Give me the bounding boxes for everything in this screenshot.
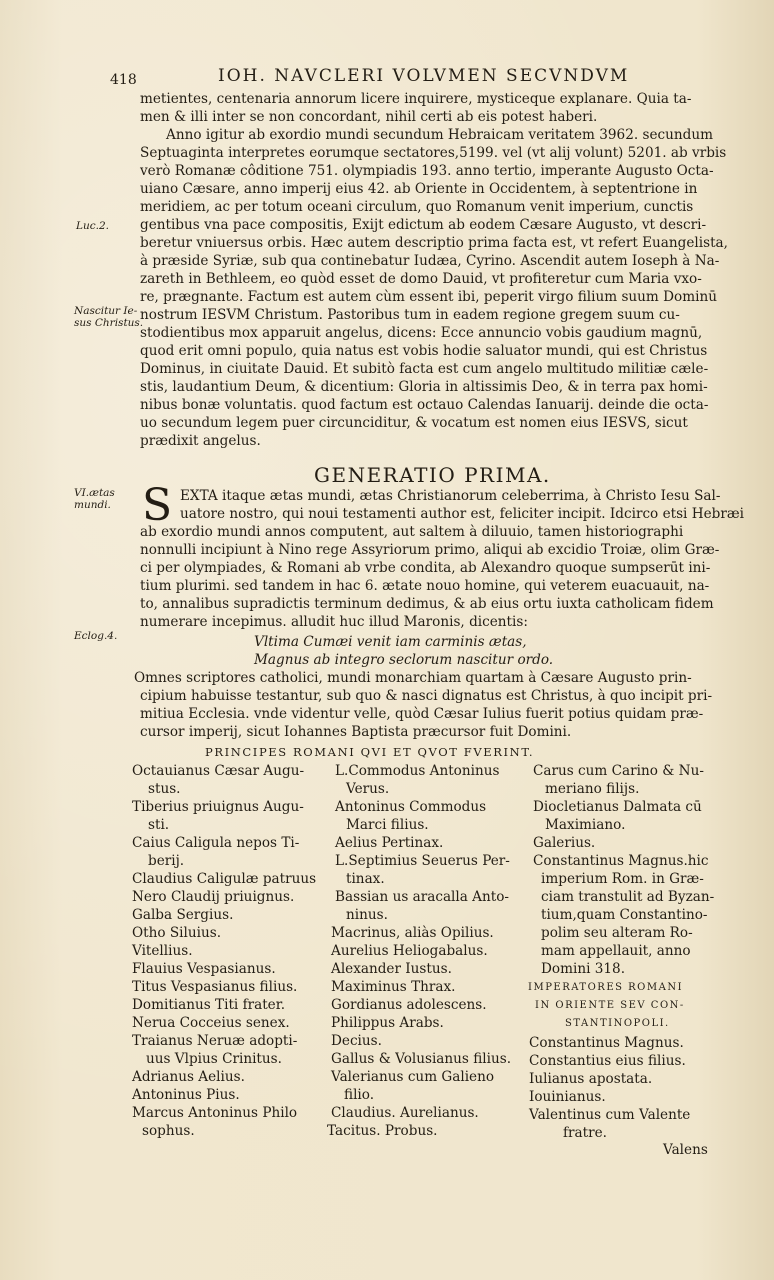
list-item: L.Septimius Seuerus Per-: [335, 853, 510, 869]
list-item: Titus Vespasianus filius.: [132, 979, 298, 995]
list-item: Vitellius.: [132, 943, 193, 959]
text-line: quod erit omni populo, quia natus est vobis hodie saluator mundi, qui est Christus: [140, 343, 708, 359]
list-item: tinax.: [346, 871, 385, 887]
verse-line: Magnus ab integro seclorum nascitur ordo.: [254, 652, 554, 668]
margin-note-nascitur-2: sus Christus.: [74, 317, 144, 329]
list-item: Galba Sergius.: [132, 907, 234, 923]
list-item: Marcus Antoninus Philo: [132, 1105, 298, 1121]
list-item: Otho Siluius.: [132, 925, 222, 941]
text-line: stis, laudantium Deum, & dicentium: Gloria in altissimis Deo, & in terra pax homi-: [140, 379, 708, 395]
list-item: Octauianus Cæsar Augu-: [132, 763, 305, 779]
list-item: Bassian us aracalla Anto-: [335, 889, 509, 905]
text-line: Omnes scriptores catholici, mundi monarchiam quartam à Cæsare Augusto prin-: [134, 670, 692, 686]
list-item: ciam transtulit ad Byzan-: [541, 889, 715, 905]
text-line: beretur vniuersus orbis. Hæc autem descriptio prima facta est, vt refert Euangelista,: [140, 235, 728, 251]
text-line: cipium habuisse testantur, sub quo & nasci dignatus est Christus, à quo incipit pri-: [140, 688, 713, 704]
list-item: Constantinus Magnus.hic: [533, 853, 709, 869]
list-item: Nerua Cocceius senex.: [132, 1015, 290, 1031]
sub-heading: IMPERATORES ROMANI: [528, 982, 684, 993]
list-item: Alexander Iustus.: [331, 961, 452, 977]
text-line: nibus bonæ voluntatis. quod factum est octauo Calendas Ianuarij. deinde die octa-: [140, 397, 709, 413]
list-item: ninus.: [346, 907, 388, 923]
list-item: meriano filijs.: [545, 781, 640, 797]
text-line: re, prægnante. Factum est autem cùm essent ibi, peperit virgo filium suum Dominū: [140, 289, 717, 305]
margin-note-nascitur: Nascitur Ie-: [74, 305, 138, 317]
text-line: verò Romanæ côditione 751. olympiadis 193. anno tertio, imperante Augusto Octa-: [140, 163, 714, 179]
list-item: Domitianus Titi frater.: [132, 997, 286, 1013]
list-item: Aurelius Heliogabalus.: [331, 943, 488, 959]
list-item: Gallus & Volusianus filius.: [331, 1051, 512, 1067]
margin-note-luc: Luc.2.: [76, 220, 109, 232]
text-line: Dominus, in ciuitate Dauid. Et subitò facta est cum angelo multitudo militiæ cæle-: [140, 361, 709, 377]
list-item: Antoninus Commodus: [335, 799, 487, 815]
list-item: Marci filius.: [346, 817, 429, 833]
text-line: to, annalibus supradictis terminum dedimus, & ab eius ortu iuxta catholicam fidem: [140, 596, 714, 612]
list-item: tium,quam Constantino-: [541, 907, 708, 923]
list-item: Caius Caligula nepos Ti-: [132, 835, 300, 851]
text-line: mitiua Ecclesia. vnde videntur velle, quòd Cæsar Iulius fuerit potius quidam præ-: [140, 706, 704, 722]
text-line: uiano Cæsare, anno imperij eius 42. ab Oriente in Occidentem, à septentrione in: [140, 181, 698, 197]
list-item: Constantius eius filius.: [529, 1053, 686, 1069]
text-line: Septuaginta interpretes eorumque sectatores,5199. vel (vt alij volunt) 5201. ab vrbis: [140, 145, 727, 161]
list-item: imperium Rom. in Græ-: [541, 871, 704, 887]
drop-capital: S: [142, 480, 173, 531]
text-line: stodientibus mox apparuit angelus, dicens: Ecce annuncio vobis gaudium magnū,: [140, 325, 703, 341]
list-item: Aelius Pertinax.: [335, 835, 444, 851]
list-item: Carus cum Carino & Nu-: [533, 763, 704, 779]
list-item: Tacitus. Probus.: [327, 1123, 438, 1139]
text-line: ab exordio mundi annos computent, aut saltem à diluuio, tamen historiographi: [140, 524, 684, 540]
list-item: Galerius.: [533, 835, 596, 851]
list-item: Claudius. Aurelianus.: [331, 1105, 479, 1121]
margin-note-eclog: Eclog.4.: [74, 630, 118, 642]
list-item: sophus.: [142, 1123, 195, 1139]
list-item: Verus.: [346, 781, 390, 797]
list-item: Gordianus adolescens.: [331, 997, 487, 1013]
list-item: Maximiano.: [545, 817, 626, 833]
list-item: Valerianus cum Galieno: [331, 1069, 495, 1085]
list-item: mam appellauit, anno: [541, 943, 691, 959]
text-line: meridiem, ac per totum oceani circulum, quo Romanum venit imperium, cunctis: [140, 199, 694, 215]
list-item: Domini 318.: [541, 961, 626, 977]
list-item: Nero Claudij priuignus.: [132, 889, 295, 905]
catchword: Valens: [663, 1142, 708, 1158]
text-line: gentibus vna pace compositis, Exijt edictum ab eodem Cæsare Augusto, vt descri-: [140, 217, 707, 233]
text-line: men & illi inter se non concordant, nihil certi ab eis potest haberi.: [140, 109, 598, 125]
text-line: EXTA itaque ætas mundi, ætas Christianorum celeberrima, à Christo Iesu Sal-: [180, 488, 721, 504]
list-item: sti.: [148, 817, 170, 833]
text-line: tium plurimi. sed tandem in hac 6. ætate nouo homine, qui veterem euacuauit, na-: [140, 578, 710, 594]
list-item: Adrianus Aelius.: [132, 1069, 245, 1085]
list-item: Maximinus Thrax.: [331, 979, 456, 995]
running-head: IOH. NAVCLERI VOLVMEN SECVNDVM: [218, 66, 630, 86]
sub-heading: IN ORIENTE SEV CON-: [535, 1000, 685, 1011]
list-item: Diocletianus Dalmata cū: [533, 799, 702, 815]
list-item: Flauius Vespasianus.: [132, 961, 276, 977]
list-item: Philippus Arabs.: [331, 1015, 444, 1031]
text-line: nonnulli incipiunt à Nino rege Assyriorum primo, aliqui ab excidio Troiæ, olim Græ-: [140, 542, 720, 558]
list-item: Tiberius priuignus Augu-: [132, 799, 304, 815]
text-line: ci per olympiades, & Romani ab vrbe condita, ab Alexandro quoque sumpserūt ini-: [140, 560, 711, 576]
text-line: uo secundum legem puer circunciditur, & vocatum est nomen eius IESVS, sicut: [140, 415, 688, 431]
text-line: zareth in Bethleem, eo quòd esset de domo Dauid, vt profiteretur cum Maria vxo-: [140, 271, 702, 287]
text-line: Anno igitur ab exordio mundi secundum Hebraicam veritatem 3962. secundum: [166, 127, 713, 143]
verse-line: Vltima Cumæi venit iam carminis ætas,: [254, 634, 527, 650]
text-line: à præside Syriæ, sub qua continebatur Iudæa, Cyrino. Ascendit autem Ioseph à Na-: [140, 253, 720, 269]
list-item: L.Commodus Antoninus: [335, 763, 500, 779]
list-item: Iouinianus.: [529, 1089, 606, 1105]
list-item: Macrinus, aliàs Opilius.: [331, 925, 494, 941]
page-number: 418: [110, 72, 137, 88]
text-line: metientes, centenaria annorum licere inquirere, mysticeque explanare. Quia ta-: [140, 91, 692, 107]
sub-heading: STANTINOPOLI.: [565, 1018, 670, 1029]
list-item: stus.: [148, 781, 181, 797]
text-line: numerare incepimus. alludit huc illud Maronis, dicentis:: [140, 614, 528, 630]
list-item: Claudius Caligulæ patruus: [132, 871, 317, 887]
list-item: filio.: [344, 1087, 375, 1103]
section-title: GENERATIO PRIMA.: [314, 463, 551, 487]
list-item: Decius.: [331, 1033, 382, 1049]
list-item: berij.: [148, 853, 185, 869]
text-line: uatore nostro, qui noui testamenti author est, feliciter incipit. Idcirco etsi Hebræi: [180, 506, 744, 522]
text-line: nostrum IESVM Christum. Pastoribus tum in eadem regione gregem suum cu-: [140, 307, 680, 323]
list-item: Antoninus Pius.: [132, 1087, 240, 1103]
list-item: polim seu alteram Ro-: [541, 925, 693, 941]
text-line: prædixit angelus.: [140, 433, 261, 449]
list-item: Constantinus Magnus.: [529, 1035, 684, 1051]
margin-note-aetas: VI.ætas: [74, 487, 115, 499]
list-item: uus Vlpius Crinitus.: [146, 1051, 282, 1067]
list-item: fratre.: [563, 1125, 607, 1141]
list-item: Iulianus apostata.: [529, 1071, 653, 1087]
list-heading: PRINCIPES ROMANI QVI ET QVOT FVERINT.: [205, 745, 535, 759]
list-item: Traianus Neruæ adopti-: [132, 1033, 298, 1049]
list-item: Valentinus cum Valente: [529, 1107, 691, 1123]
text-line: cursor imperij, sicut Iohannes Baptista præcursor fuit Domini.: [140, 724, 572, 740]
margin-note-aetas-2: mundi.: [74, 499, 111, 511]
